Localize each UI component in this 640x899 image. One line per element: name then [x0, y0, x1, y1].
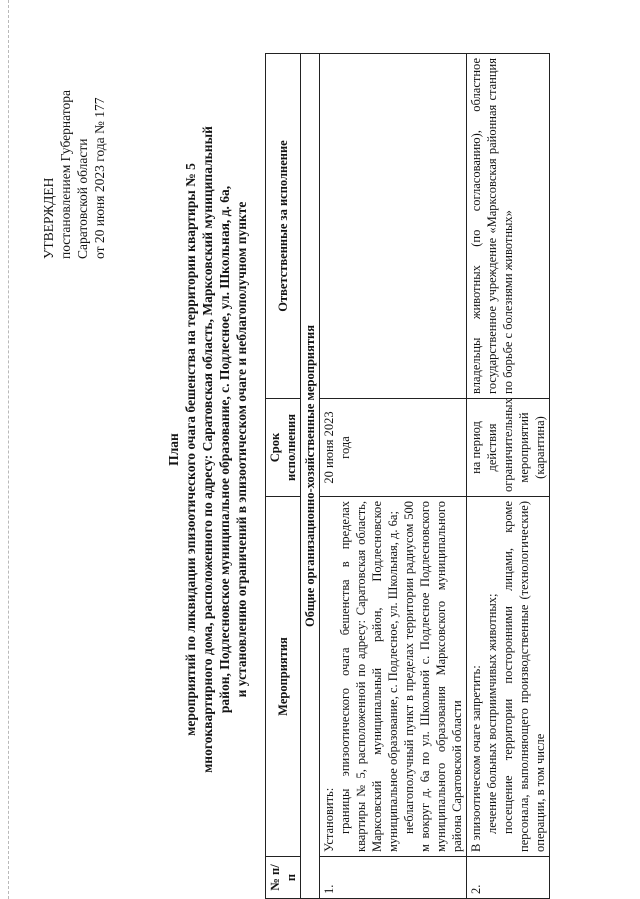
row2-num: 2. — [467, 857, 550, 899]
section-row — [301, 54, 320, 899]
plan-title-line-1: План — [166, 433, 181, 466]
row1-measure — [320, 497, 467, 857]
row1-num: 1. — [320, 857, 467, 899]
row2-responsible: владельцы животных (по согласованию), областное государственное учреждение «Марксовская районная станция по борьбе с болезнями животных» — [467, 54, 550, 399]
approval-line-2: постановлением Губернатора — [58, 90, 73, 259]
section-title: Общие организационно-хозяйственные мероприятия — [301, 54, 320, 899]
plan-title-line-3: многоквартирного дома, расположенного по адресу: Саратовская область, Марксовский муниципальный — [200, 126, 215, 773]
plan-title-line-5: и установлению ограничений в эпизоотическом очаге и неблагополучном пункте — [234, 201, 249, 698]
row1-measure-line-1: Установить: — [322, 787, 336, 852]
row2-measure-line-2: лечение больных восприимчивых животных; — [485, 593, 499, 834]
plan-title — [165, 0, 250, 899]
row2-measure — [467, 497, 550, 857]
approval-stamp — [40, 0, 108, 259]
plan-title-line-4: район, Подлесновское муниципальное образование, с. Подлесное, ул. Школьная, д. 6а, — [217, 185, 232, 714]
header-measures: Мероприятия — [266, 497, 301, 857]
header-term: Срок исполнения — [266, 399, 301, 497]
table-row — [467, 54, 550, 899]
row1-measure-line-2: границы эпизоотического очага бешенства в пределах квартиры № 5, расположенной по адресу: Саратовская область, Марксовский муниципальный район, Подлесновское муниципальное образование, с. Подлесное, ул. Школьная, д. 6а; — [338, 501, 400, 852]
table-header-row — [266, 54, 301, 899]
measures-table — [265, 53, 550, 899]
plan-title-line-2: мероприятий по ликвидации эпизоотического очага бешенства на территории квартиры № 5 — [183, 163, 198, 736]
row1-responsible — [320, 54, 467, 399]
approval-line-4: от 20 июня 2023 года № 177 — [92, 97, 107, 259]
row2-measure-line-1: В эпизоотическом очаге запретить: — [469, 665, 483, 852]
row1-measure-line-3: неблагополучный пункт в пределах территории радиусом 500 м вокруг д. 6а по ул. Школьной с. Подлесное Подлесновского муниципального образования Марксовского муниципального района Саратовской области — [402, 501, 464, 852]
header-responsible: Ответственные за исполнение — [266, 54, 301, 399]
row1-term: 20 июня 2023 года — [320, 399, 467, 497]
approval-line-1: УТВЕРЖДЕН — [41, 177, 56, 259]
row2-term: на период действия ограничительных мероприятий (карантина) — [467, 399, 550, 497]
approval-line-3: Саратовской области — [75, 138, 90, 259]
row2-measure-line-3: посещение территории посторонними лицами, кроме персонала, выполняющего производственные (технологические) операции, в том числе — [501, 501, 547, 852]
table-row — [320, 54, 467, 899]
header-num: № п/п — [266, 857, 301, 899]
